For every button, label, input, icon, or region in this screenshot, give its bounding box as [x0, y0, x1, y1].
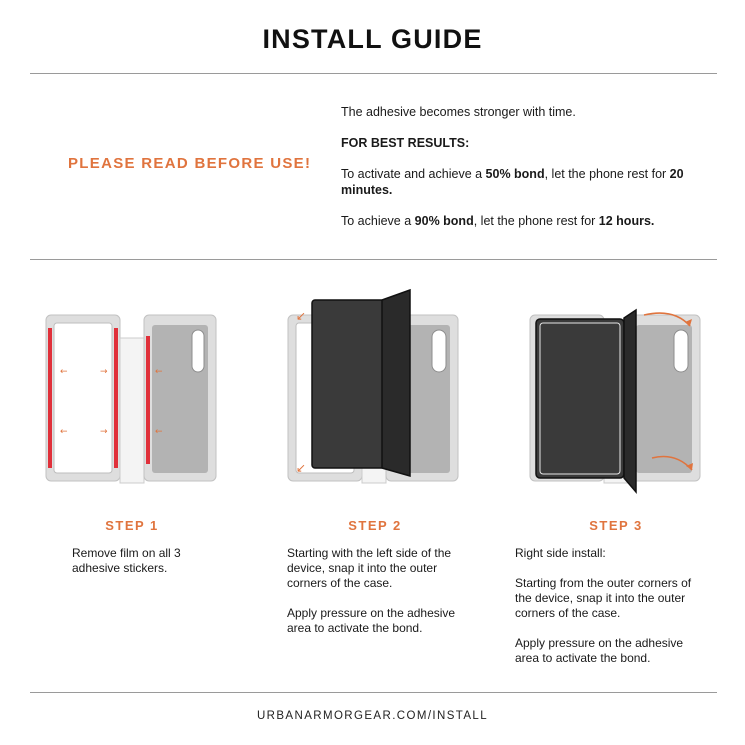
- note-achieve: To achieve a 90% bond, let the phone rest for 12 hours.: [341, 214, 655, 228]
- arrow-right-icon: →: [100, 427, 108, 437]
- divider-top: [30, 73, 717, 74]
- adhesive-sticker-right: [146, 336, 150, 464]
- device-right-panel: [624, 310, 636, 492]
- arrow-left-icon: ←: [155, 367, 163, 377]
- arrow-left-icon: ←: [60, 367, 68, 377]
- case-left-inner: [54, 323, 112, 473]
- note-activate: To activate and achieve a 50% bond, let the phone rest for 20 minutes.: [341, 167, 684, 197]
- case-hinge: [120, 338, 144, 483]
- arrow-corner-top-icon: ↙: [296, 309, 307, 323]
- step3-paragraph: Right side install:: [515, 546, 606, 560]
- device-left-panel: [536, 319, 624, 478]
- adhesive-notes: [341, 104, 721, 244]
- divider-bottom: [30, 692, 717, 693]
- arrow-left-icon: ←: [155, 427, 163, 437]
- step1-title: STEP 1: [105, 518, 159, 533]
- step3-text: [515, 546, 705, 681]
- step3-paragraph: Starting from the outer corners of the device, snap it into the outer corners of the case.: [515, 576, 692, 620]
- step2-text: [287, 546, 459, 651]
- camera-cutout: [674, 330, 688, 372]
- footer-url: URBANARMORGEAR.COM/INSTALL: [256, 710, 489, 722]
- arrow-left-icon: ←: [60, 427, 68, 437]
- arrow-right-icon: →: [100, 367, 108, 377]
- step2-paragraph: Apply pressure on the adhesive area to activate the bond.: [287, 606, 456, 635]
- camera-cutout: [192, 330, 204, 372]
- best-results-heading: FOR BEST RESULTS:: [341, 136, 470, 150]
- step1-paragraph: Remove film on all 3 adhesive stickers.: [72, 546, 181, 575]
- step2-paragraph: Starting with the left side of the device, snap it into the outer corners of the case.: [287, 546, 452, 590]
- step3-title: STEP 3: [589, 518, 643, 533]
- step1-illustration: [40, 288, 220, 498]
- note-strength: The adhesive becomes stronger with time.: [341, 105, 576, 119]
- read-before-use-label: PLEASE READ BEFORE USE!: [68, 155, 312, 172]
- step3-illustration: [524, 288, 704, 498]
- page-title: INSTALL GUIDE: [262, 24, 483, 54]
- divider-middle: [30, 259, 717, 260]
- camera-cutout: [432, 330, 446, 372]
- step3-paragraph: Apply pressure on the adhesive area to activate the bond.: [515, 636, 684, 665]
- arrow-corner-bottom-icon: ↙: [296, 461, 307, 475]
- device-right-panel: [382, 290, 410, 476]
- device-left-panel: [312, 300, 384, 468]
- step1-text: [72, 546, 212, 591]
- step2-illustration: [282, 288, 462, 498]
- adhesive-sticker-left: [48, 328, 52, 468]
- adhesive-sticker-middle: [114, 328, 118, 468]
- step2-title: STEP 2: [348, 518, 402, 533]
